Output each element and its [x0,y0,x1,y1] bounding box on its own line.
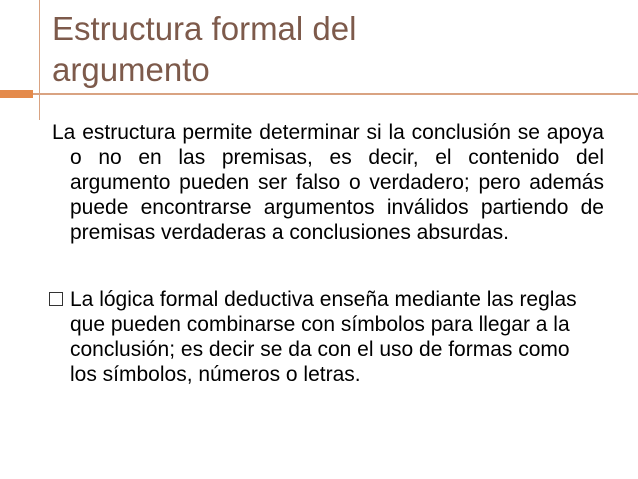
title-underline-rule [33,93,638,95]
square-bullet-icon [49,292,63,306]
slide-title: Estructura formal del argumento [52,10,357,88]
body-paragraph-2: La lógica formal deductiva enseña mediante las reglas que pueden combinarse con símbolos para llegar a la conclusión; es decir se da con el uso de formas como los símbolos, números o letras. [70,288,577,386]
body-paragraph-1: La estructura permite determinar si la conclusión se apoya o no en las premisas, es decir, el contenido del argumento pueden ser falso o verdadero; pero además puede encontrarse argumentos inválidos partiendo de premisas verdaderas a conclusiones absurdas. [52,121,604,244]
title-accent-block [0,90,33,98]
title-left-rule [39,0,40,120]
